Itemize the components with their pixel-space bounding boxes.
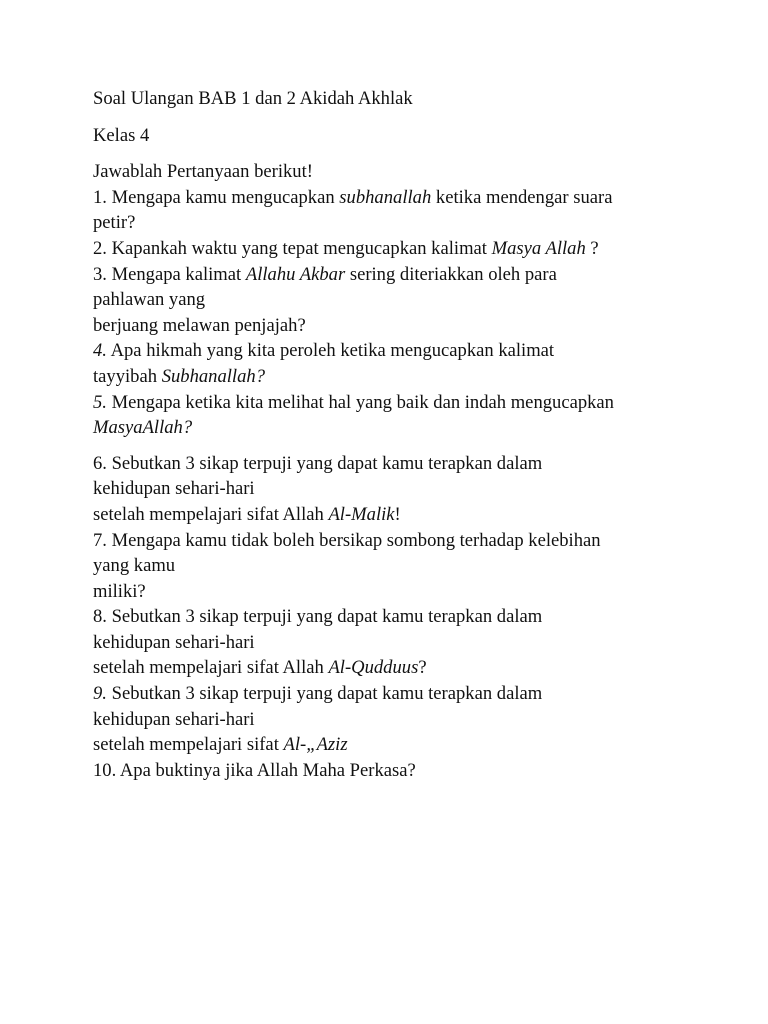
question-9-cont-2: setelah mempelajari sifat Al-„Aziz [93,734,348,756]
question-5: 5. Mengapa ketika kita melihat hal yang baik dan indah mengucapkan [93,391,614,413]
question-4-cont: tayyibah Subhanallah? [93,365,265,387]
question-8: 8. Sebutkan 3 sikap terpuji yang dapat kamu terapkan dalam [93,606,543,628]
question-7-cont-2: miliki? [93,580,146,602]
question-10: 10. Apa buktinya jika Allah Maha Perkasa? [93,759,416,781]
document-page [93,86,693,783]
question-8-cont-1: kehidupan sehari-hari [93,631,255,653]
question-block-2 [93,451,693,784]
question-6: 6. Sebutkan 3 sikap terpuji yang dapat kamu terapkan dalam [93,452,543,474]
question-6-cont-1: kehidupan sehari-hari [93,478,255,500]
question-3: 3. Mengapa kalimat Allahu Akbar sering diteriakkan oleh para [93,263,557,285]
question-3-cont-1: pahlawan yang [93,289,206,311]
question-5-cont: MasyaAllah? [93,417,193,439]
question-4: 4. Apa hikmah yang kita peroleh ketika mengucapkan kalimat [93,340,555,362]
question-block-1 [93,159,693,441]
question-1-cont: petir? [93,212,136,234]
question-8-cont-2: setelah mempelajari sifat Allah Al-Qudduus? [93,657,427,679]
document-title: Soal Ulangan BAB 1 dan 2 Akidah Akhlak [93,88,413,109]
question-9: 9. Sebutkan 3 sikap terpuji yang dapat kamu terapkan dalam [93,683,543,705]
question-2: 2. Kapankah waktu yang tepat mengucapkan kalimat Masya Allah ? [93,237,599,259]
question-6-cont-2: setelah mempelajari sifat Allah Al-Malik! [93,503,401,525]
question-7-cont-1: yang kamu [93,555,176,577]
instruction-text: Jawablah Pertanyaan berikut! [93,161,313,183]
question-9-cont-1: kehidupan sehari-hari [93,708,255,730]
class-label: Kelas 4 [93,124,150,146]
question-7: 7. Mengapa kamu tidak boleh bersikap sombong terhadap kelebihan [93,529,601,551]
question-1: 1. Mengapa kamu mengucapkan subhanallah ketika mendengar suara [93,186,613,208]
question-3-cont-2: berjuang melawan penjajah? [93,314,306,336]
